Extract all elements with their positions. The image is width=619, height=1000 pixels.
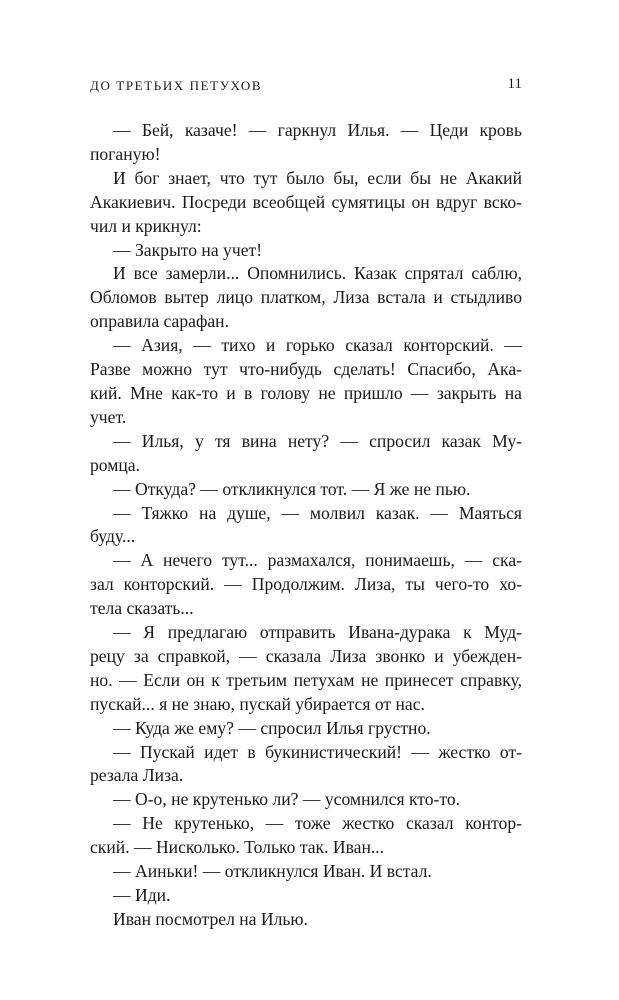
- text-line: но. — Если он к третьим петухам не принесет справку,: [90, 669, 522, 690]
- text-line: И бог знает, что тут было бы, если бы не Акакий: [113, 167, 522, 188]
- running-head: ДО ТРЕТЬИХ ПЕТУХОВ: [90, 78, 263, 93]
- text-line: Разве можно тут что-нибудь сделать! Спасибо, Ака-: [90, 359, 522, 380]
- text-line: Обломов вытер лицо платком, Лиза встала и стыдливо: [90, 287, 522, 308]
- text-line: пускай... я не знаю, пускай убирается от нас.: [90, 693, 425, 714]
- page-number: 11: [507, 76, 522, 92]
- body-text: [90, 119, 522, 932]
- text-line: — О-о, не крутенько ли? — усомнился кто-то.: [113, 789, 461, 810]
- text-line: кий. Мне как-то и в голову не пришло — закрыть на: [90, 382, 522, 403]
- text-line: зал конторский. — Продолжим. Лиза, ты чего-то хо-: [90, 574, 522, 595]
- text-line: — Не крутенько, — тоже жестко сказал контор-: [113, 813, 522, 834]
- text-line: рецу за справкой, — сказала Лиза звонко и убежден-: [90, 645, 522, 666]
- text-line: ский. — Нисколько. Только так. Иван...: [90, 837, 385, 858]
- text-line: резала Лиза.: [90, 765, 184, 786]
- text-line: — Азия, — тихо и горько сказал конторский. —: [113, 335, 522, 356]
- text-line: — Иди.: [113, 885, 171, 905]
- text-line: оправила сарафан.: [90, 311, 229, 332]
- text-line: — Куда же ему? — спросил Илья грустно.: [113, 717, 431, 738]
- text-line: — Пускай идет в букинистический! — жестко от-: [113, 741, 522, 762]
- text-line: — Закрыто на учет!: [113, 239, 263, 260]
- text-line: — Илья, у тя вина нету? — спросил казак Му-: [113, 430, 522, 451]
- text-line: чил и крикнул:: [90, 215, 202, 236]
- text-line: — Аиньки! — откликнулся Иван. И встал.: [113, 861, 432, 882]
- text-line: — Я предлагаю отправить Ивана-дурака к Муд-: [113, 622, 522, 643]
- text-line: Иван посмотрел на Илью.: [113, 908, 308, 929]
- text-line: — Бей, казаче! — гаркнул Илья. — Цеди кровь: [113, 120, 522, 140]
- text-line: — Тяжко на душе, — молвил казак. — Маяться: [113, 502, 522, 523]
- text-line: буду...: [90, 526, 136, 547]
- text-line: — Откуда? — откликнулся тот. — Я же не пью.: [113, 478, 471, 499]
- text-line: И все замерли... Опомнились. Казак спрятал саблю,: [113, 263, 522, 284]
- text-line: — А нечего тут... размахался, понимаешь, — ска-: [113, 550, 522, 571]
- text-line: тела сказать...: [90, 598, 194, 619]
- text-line: ромца.: [90, 454, 141, 475]
- text-line: учет.: [90, 406, 127, 427]
- text-line: поганую!: [90, 143, 161, 164]
- text-line: Акакиевич. Посреди всеобщей сумятицы он вдруг вско-: [90, 191, 522, 212]
